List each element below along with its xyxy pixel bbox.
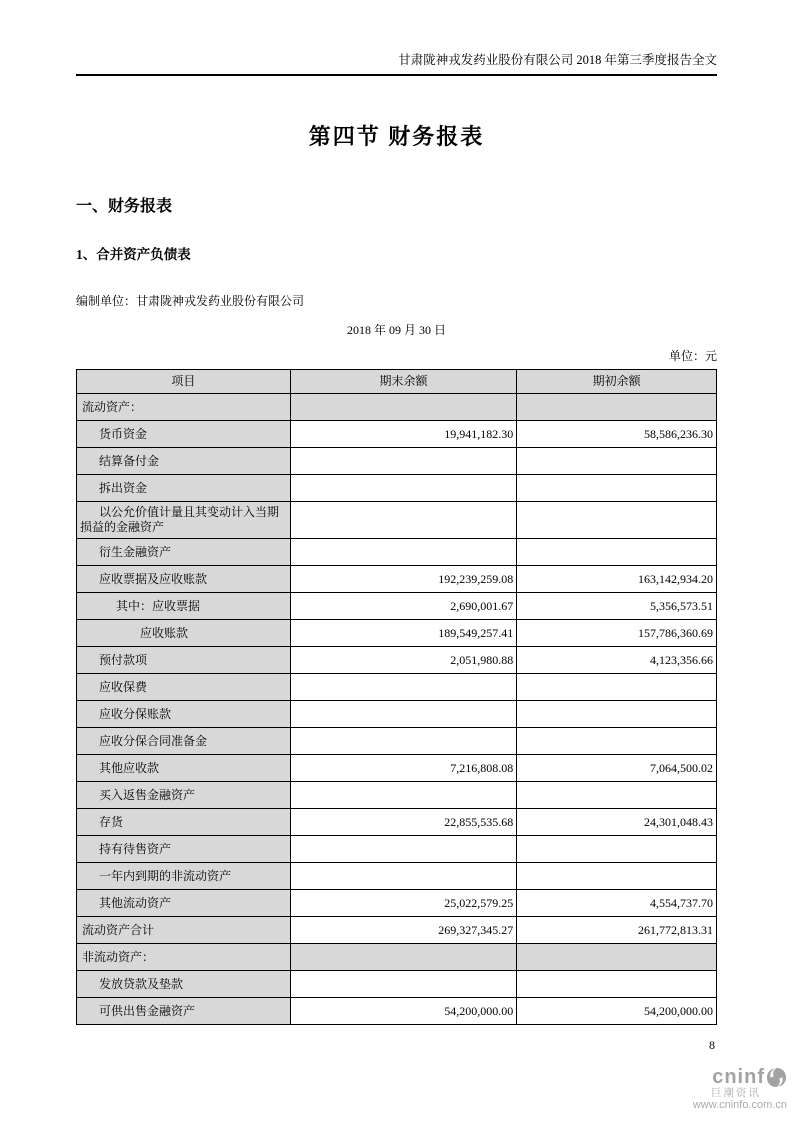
beginning-balance-cell bbox=[517, 782, 717, 809]
beginning-balance-cell bbox=[517, 674, 717, 701]
column-header-ending-balance: 期末余额 bbox=[290, 370, 517, 394]
table-row bbox=[77, 971, 717, 998]
report-date: 2018 年 09 月 30 日 bbox=[346, 323, 446, 337]
table-row bbox=[77, 566, 717, 593]
ending-balance-cell bbox=[290, 971, 517, 998]
item-label: 以公允价值计量且其变动计入当期损益的金融资产 bbox=[77, 502, 291, 539]
item-label: 其他应收款 bbox=[77, 755, 291, 782]
beginning-balance-cell: 58,586,236.30 bbox=[517, 421, 717, 448]
ending-balance-cell: 269,327,345.27 bbox=[290, 917, 517, 944]
beginning-balance-cell: 54,200,000.00 bbox=[517, 998, 717, 1025]
table-row bbox=[77, 836, 717, 863]
column-header-beginning-balance: 期初余额 bbox=[517, 370, 717, 394]
balance-sheet-table bbox=[76, 369, 717, 1025]
column-header-item: 项目 bbox=[77, 370, 291, 394]
ending-balance-cell: 192,239,259.08 bbox=[290, 566, 517, 593]
ending-balance-cell bbox=[290, 728, 517, 755]
item-label: 非流动资产： bbox=[77, 944, 291, 971]
item-label: 存货 bbox=[77, 809, 291, 836]
table-row bbox=[77, 890, 717, 917]
table-row bbox=[77, 539, 717, 566]
item-label: 应收分保合同准备金 bbox=[77, 728, 291, 755]
beginning-balance-cell: 4,123,356.66 bbox=[517, 647, 717, 674]
table-row bbox=[77, 593, 717, 620]
ending-balance-cell bbox=[290, 863, 517, 890]
ending-balance-cell: 25,022,579.25 bbox=[290, 890, 517, 917]
item-label: 流动资产： bbox=[77, 394, 291, 421]
item-label: 衍生金融资产 bbox=[77, 539, 291, 566]
beginning-balance-cell bbox=[517, 539, 717, 566]
table-row bbox=[77, 998, 717, 1025]
beginning-balance-cell: 24,301,048.43 bbox=[517, 809, 717, 836]
ending-balance-cell bbox=[290, 539, 517, 566]
beginning-balance-cell: 163,142,934.20 bbox=[517, 566, 717, 593]
item-label: 应收票据及应收账款 bbox=[77, 566, 291, 593]
ending-balance-cell: 189,549,257.41 bbox=[290, 620, 517, 647]
table-row bbox=[77, 448, 717, 475]
table-row bbox=[77, 674, 717, 701]
ending-balance-cell bbox=[290, 836, 517, 863]
ending-balance-cell bbox=[290, 448, 517, 475]
table-row bbox=[77, 701, 717, 728]
cninfo-logo bbox=[693, 1067, 787, 1112]
beginning-balance-cell bbox=[517, 502, 717, 539]
table-row bbox=[77, 620, 717, 647]
balance-sheet-body bbox=[77, 394, 717, 1025]
ending-balance-cell bbox=[290, 782, 517, 809]
page-title: 第四节 财务报表 bbox=[308, 124, 485, 149]
table-row bbox=[77, 809, 717, 836]
item-label: 流动资产合计 bbox=[77, 917, 291, 944]
ending-balance-cell: 7,216,808.08 bbox=[290, 755, 517, 782]
table-header-row bbox=[77, 370, 717, 394]
cninfo-url: www.cninfo.com.cn bbox=[692, 1099, 787, 1112]
item-label: 一年内到期的非流动资产 bbox=[77, 863, 291, 890]
cninfo-swirl-icon bbox=[766, 1067, 787, 1088]
unit-label: 单位：元 bbox=[668, 349, 717, 363]
item-label: 货币资金 bbox=[77, 421, 291, 448]
cninfo-tagline: 巨潮资讯 bbox=[711, 1087, 761, 1100]
beginning-balance-cell: 4,554,737.70 bbox=[517, 890, 717, 917]
beginning-balance-cell bbox=[517, 728, 717, 755]
beginning-balance-cell bbox=[517, 701, 717, 728]
beginning-balance-cell bbox=[517, 863, 717, 890]
beginning-balance-cell bbox=[517, 944, 717, 971]
beginning-balance-cell: 261,772,813.31 bbox=[517, 917, 717, 944]
table-row bbox=[77, 917, 717, 944]
ending-balance-cell bbox=[290, 502, 517, 539]
beginning-balance-cell bbox=[517, 475, 717, 502]
ending-balance-cell bbox=[290, 944, 517, 971]
item-label: 可供出售金融资产 bbox=[77, 998, 291, 1025]
table-row bbox=[77, 944, 717, 971]
subsection-heading-consolidated-balance-sheet: 1、合并资产负债表 bbox=[76, 247, 191, 262]
table-row bbox=[77, 647, 717, 674]
ending-balance-cell bbox=[290, 394, 517, 421]
item-label: 其中：应收票据 bbox=[77, 593, 291, 620]
item-label: 应收账款 bbox=[77, 620, 291, 647]
ending-balance-cell: 19,941,182.30 bbox=[290, 421, 517, 448]
item-label: 应收分保账款 bbox=[77, 701, 291, 728]
table-row bbox=[77, 475, 717, 502]
table-row bbox=[77, 728, 717, 755]
logo-row bbox=[693, 1067, 787, 1088]
table-row bbox=[77, 421, 717, 448]
beginning-balance-cell bbox=[517, 971, 717, 998]
beginning-balance-cell: 5,356,573.51 bbox=[517, 593, 717, 620]
table-row bbox=[77, 782, 717, 809]
item-label: 发放贷款及垫款 bbox=[77, 971, 291, 998]
beginning-balance-cell bbox=[517, 836, 717, 863]
table-row bbox=[77, 502, 717, 539]
item-label: 预付款项 bbox=[77, 647, 291, 674]
ending-balance-cell bbox=[290, 674, 517, 701]
item-label: 其他流动资产 bbox=[77, 890, 291, 917]
section-heading-financial-statements: 一、财务报表 bbox=[76, 198, 173, 215]
item-label: 拆出资金 bbox=[77, 475, 291, 502]
cninfo-brand-text: cninf bbox=[712, 1066, 765, 1089]
table-row bbox=[77, 863, 717, 890]
ending-balance-cell: 22,855,535.68 bbox=[290, 809, 517, 836]
ending-balance-cell bbox=[290, 475, 517, 502]
beginning-balance-cell: 7,064,500.02 bbox=[517, 755, 717, 782]
ending-balance-cell: 2,690,001.67 bbox=[290, 593, 517, 620]
table-row bbox=[77, 755, 717, 782]
prepared-by-line: 编制单位：甘肃陇神戎发药业股份有限公司 bbox=[76, 294, 305, 308]
beginning-balance-cell bbox=[517, 448, 717, 475]
ending-balance-cell: 2,051,980.88 bbox=[290, 647, 517, 674]
beginning-balance-cell: 157,786,360.69 bbox=[517, 620, 717, 647]
item-label: 买入返售金融资产 bbox=[77, 782, 291, 809]
item-label: 持有待售资产 bbox=[77, 836, 291, 863]
table-row bbox=[77, 394, 717, 421]
running-header: 甘肃陇神戎发药业股份有限公司 2018 年第三季度报告全文 bbox=[76, 52, 717, 76]
ending-balance-cell bbox=[290, 701, 517, 728]
beginning-balance-cell bbox=[517, 394, 717, 421]
item-label: 结算备付金 bbox=[77, 448, 291, 475]
item-label: 应收保费 bbox=[77, 674, 291, 701]
ending-balance-cell: 54,200,000.00 bbox=[290, 998, 517, 1025]
page-number: 8 bbox=[709, 1038, 715, 1052]
